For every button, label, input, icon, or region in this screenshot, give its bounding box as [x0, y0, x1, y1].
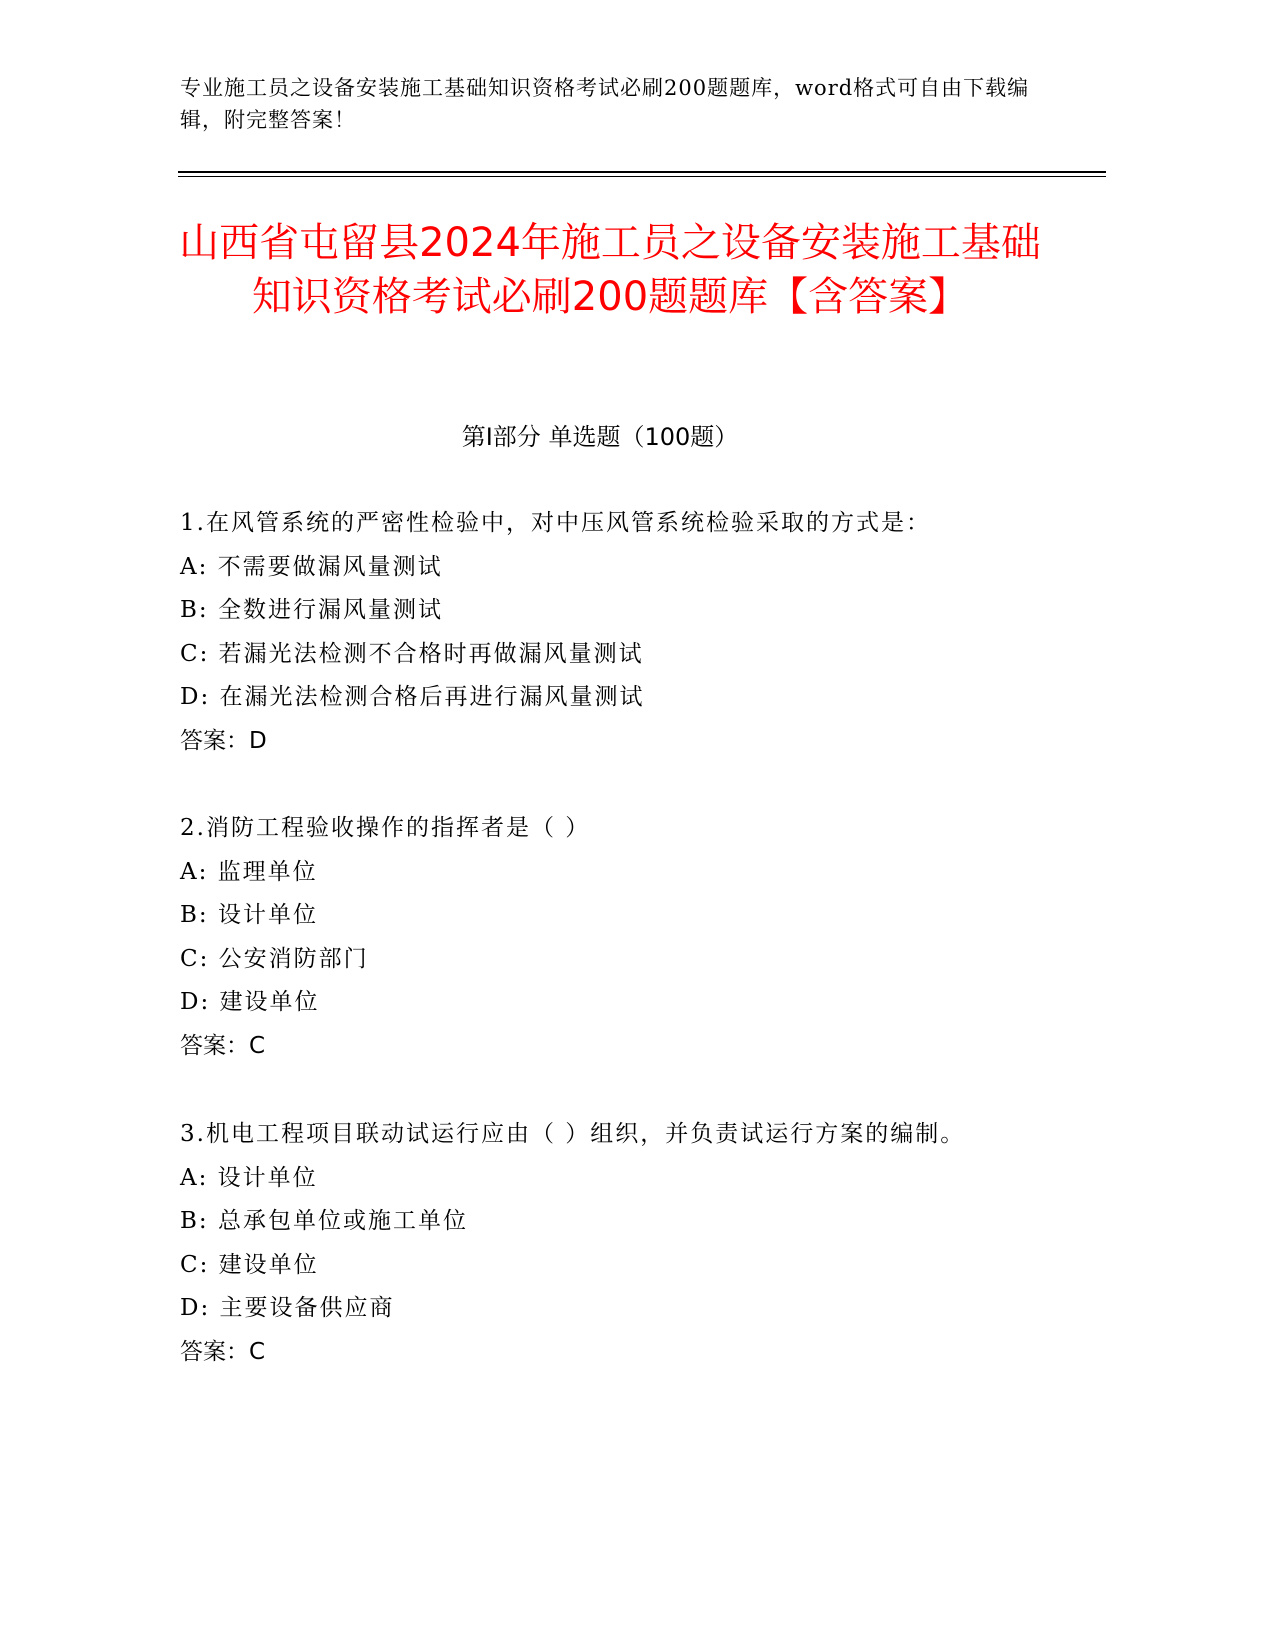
answer: 答案：C [180, 1032, 266, 1059]
header-note: 专业施工员之设备安装施工基础知识资格考试必刷200题题库，word格式可自由下载编辑，附完整答案！ [180, 76, 1030, 132]
question-stem: 3.机电工程项目联动试运行应由（ ）组织，并负责试运行方案的编制。 [180, 1121, 966, 1147]
document-title: 山西省屯留县2024年施工员之设备安装施工基础知识资格考试必刷200题题库【含答案】 [179, 220, 1041, 320]
answer: 答案：C [180, 1338, 266, 1365]
header-divider-thin [178, 176, 1106, 177]
section-title: 第Ⅰ部分 单选题（100题） [461, 423, 739, 451]
option-c: C: 若漏光法检测不合格时再做漏风量测试 [180, 640, 644, 667]
option-a: A: 监理单位 [180, 858, 318, 885]
option-b: B: 设计单位 [180, 902, 318, 928]
option-b: B: 全数进行漏风量测试 [180, 597, 443, 623]
question-1 [180, 502, 1050, 763]
option-d: D: 在漏光法检测合格后再进行漏风量测试 [180, 684, 645, 710]
option-c: C: 建设单位 [180, 1251, 319, 1278]
answer: 答案：D [180, 727, 267, 754]
option-c: C: 公安消防部门 [180, 945, 369, 972]
option-a: A: 不需要做漏风量测试 [180, 553, 443, 580]
option-d: D: 主要设备供应商 [180, 1295, 395, 1321]
question-stem: 1.在风管系统的严密性检验中，对中压风管系统检验采取的方式是： [180, 510, 931, 536]
option-a: A: 设计单位 [180, 1164, 318, 1191]
question-3 [180, 1113, 1050, 1374]
option-b: B: 总承包单位或施工单位 [180, 1208, 468, 1234]
header-divider-thick [178, 171, 1106, 173]
option-d: D: 建设单位 [180, 989, 320, 1015]
question-2 [180, 807, 1050, 1068]
question-stem: 2.消防工程验收操作的指挥者是（ ） [180, 815, 591, 841]
